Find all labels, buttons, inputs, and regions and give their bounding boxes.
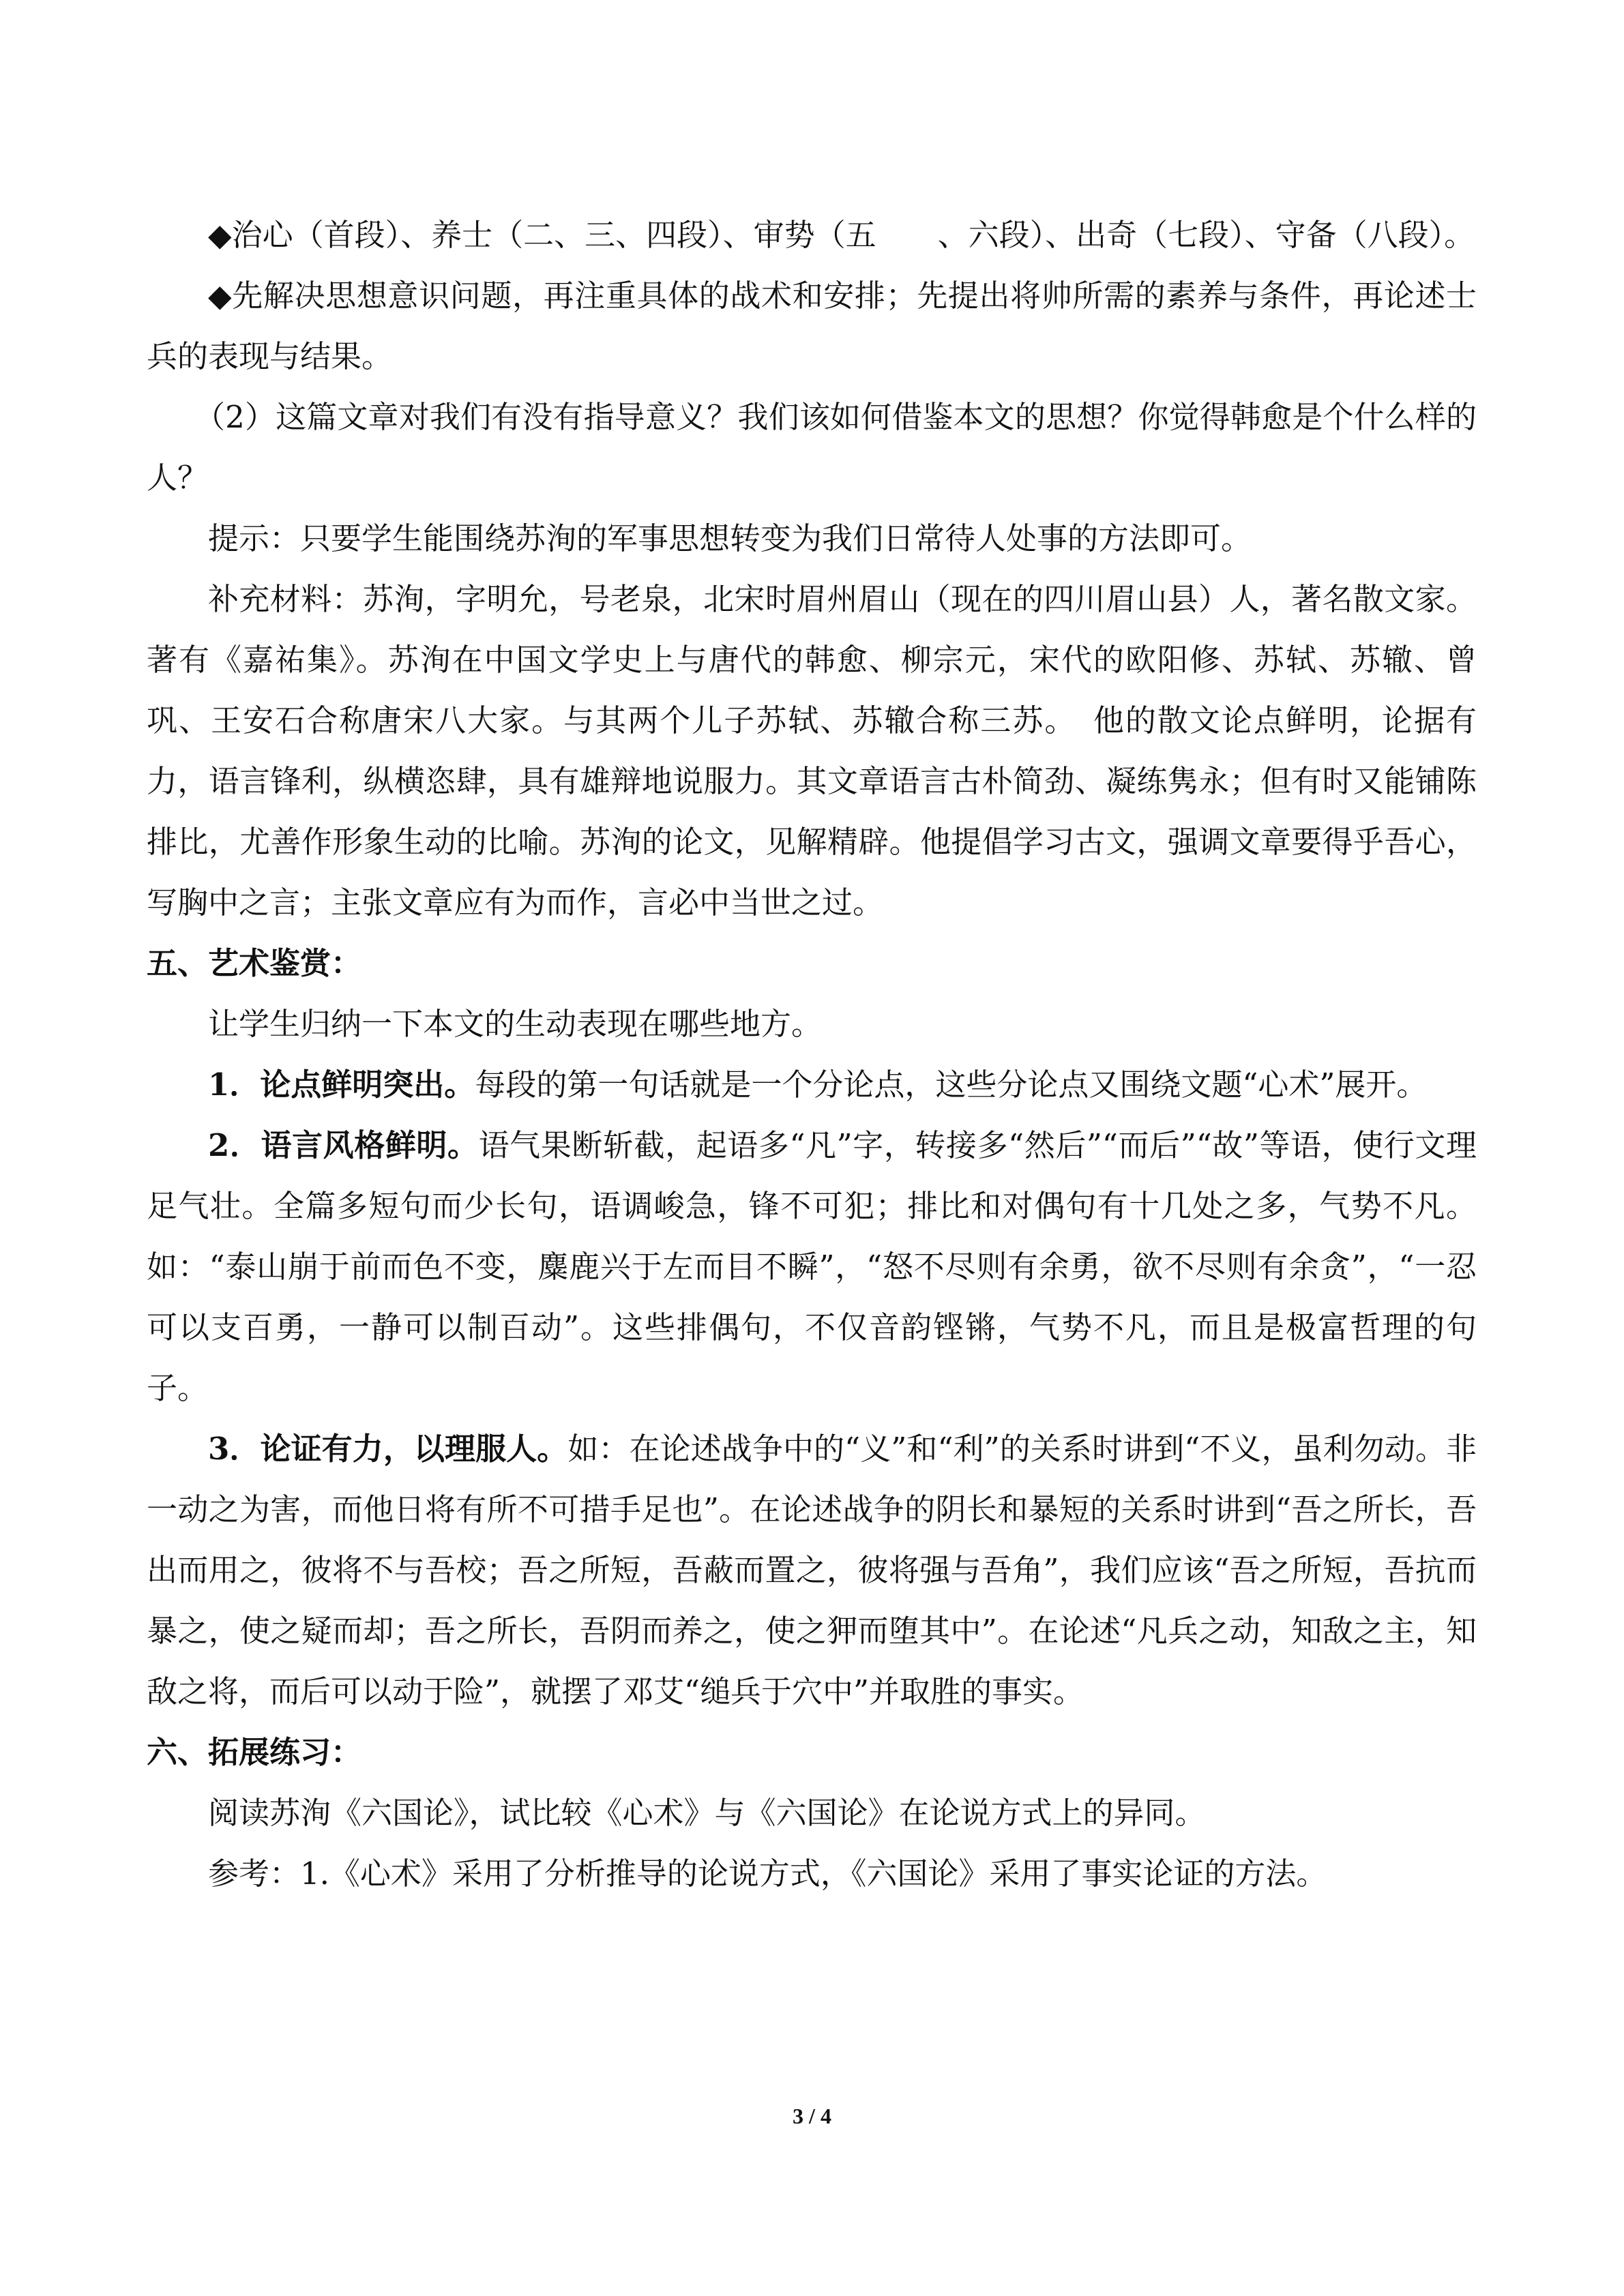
point-text: 每段的第一句话就是一个分论点，这些分论点又围绕文题“心术”展开。 [475,1067,1428,1103]
point-lead: 2．语言风格鲜明。 [208,1127,479,1163]
exercise-reference: 参考：1.《心术》采用了分析推导的论说方式，《六国论》采用了事实论证的方法。 [208,1855,1327,1892]
hint-paragraph: 提示：只要学生能围绕苏洵的军事思想转变为我们日常待人处事的方法即可。 [208,520,1252,556]
structure-paragraph: ◆治心（首段）、养士（二、三、四段）、审势（五 、六段）、出奇（七段）、守备（八段）。 [208,217,1475,253]
point-lead: 3．论证有力，以理服人。 [208,1431,568,1467]
document-body [147,205,1477,1904]
supplement-paragraph: 补充材料：苏洵，字明允，号老泉，北宋时眉州眉山（现在的四川眉山县）人，著名散文家。著有《嘉祐集》。苏洵在中国文学史上与唐代的韩愈、柳宗元，宋代的欧阳修、苏轼、苏辙、曾巩、王安石合称唐宋八大家。与其两个儿子苏轼、苏辙合称三苏。 他的散文论点鲜明，论据有力，语言锋利，纵横恣肆，具有雄辩地说服力。其文章语言古朴简劲、凝练隽永；但有时又能铺陈排比，尤善作形象生动的比喻。苏洵的论文，见解精辟。他提倡学习古文，强调文章要得乎吾心，写胸中之言；主张文章应有为而作，言必中当世之过。 [147,581,1477,921]
appreciation-point-2 [147,1115,1477,1418]
appreciation-point-1 [147,1054,1477,1115]
appreciation-point-3 [147,1418,1477,1722]
order-paragraph: ◆先解决思想意识问题，再注重具体的战术和安排；先提出将帅所需的素养与条件，再论述士兵的表现与结果。 [147,278,1477,374]
exercise-task: 阅读苏洵《六国论》，试比较《心术》与《六国论》在论说方式上的异同。 [208,1795,1206,1831]
point-text: 语气果断斩截，起语多“凡”字，转接多“然后”“而后”“故”等语，使行文理足气壮。全篇多短句而少长句，语调峻急，锋不可犯；排比和对偶句有十几处之多，气势不凡。如：“泰山崩于前而色不变，麋鹿兴于左而目不瞬”，“怒不尽则有余勇，欲不尽则有余贪”，“一忍可以支百勇，一静可以制百动”。这些排偶句，不仅音韵铿锵，气势不凡，而且是极富哲理的句子。 [147,1127,1477,1406]
section-heading-exercise: 六、拓展练习： [147,1734,362,1770]
section-heading-appreciation: 五、艺术鉴赏： [147,945,362,981]
page-number: 3 / 4 [793,2104,831,2128]
appreciation-intro: 让学生归纳一下本文的生动表现在哪些地方。 [208,1006,823,1042]
point-lead: 1．论点鲜明突出。 [208,1067,475,1103]
point-text: 如：在论述战争中的“义”和“利”的关系时讲到“不义，虽利勿动。非一动之为害，而他日将有所不可措手足也”。在论述战争的阴长和暴短的关系时讲到“吾之所长，吾出而用之，彼将不与吾校；吾之所短，吾蔽而置之，彼将强与吾角”，我们应该“吾之所短，吾抗而暴之，使之疑而却；吾之所长，吾阴而养之，使之狎而堕其中”。在论述“凡兵之动，知敌之主，知敌之将，而后可以动于险”，就摆了邓艾“缒兵于穴中”并取胜的事实。 [147,1431,1477,1710]
question-paragraph: （2）这篇文章对我们有没有指导意义？我们该如何借鉴本文的思想？你觉得韩愈是个什么样的人？ [147,399,1477,496]
